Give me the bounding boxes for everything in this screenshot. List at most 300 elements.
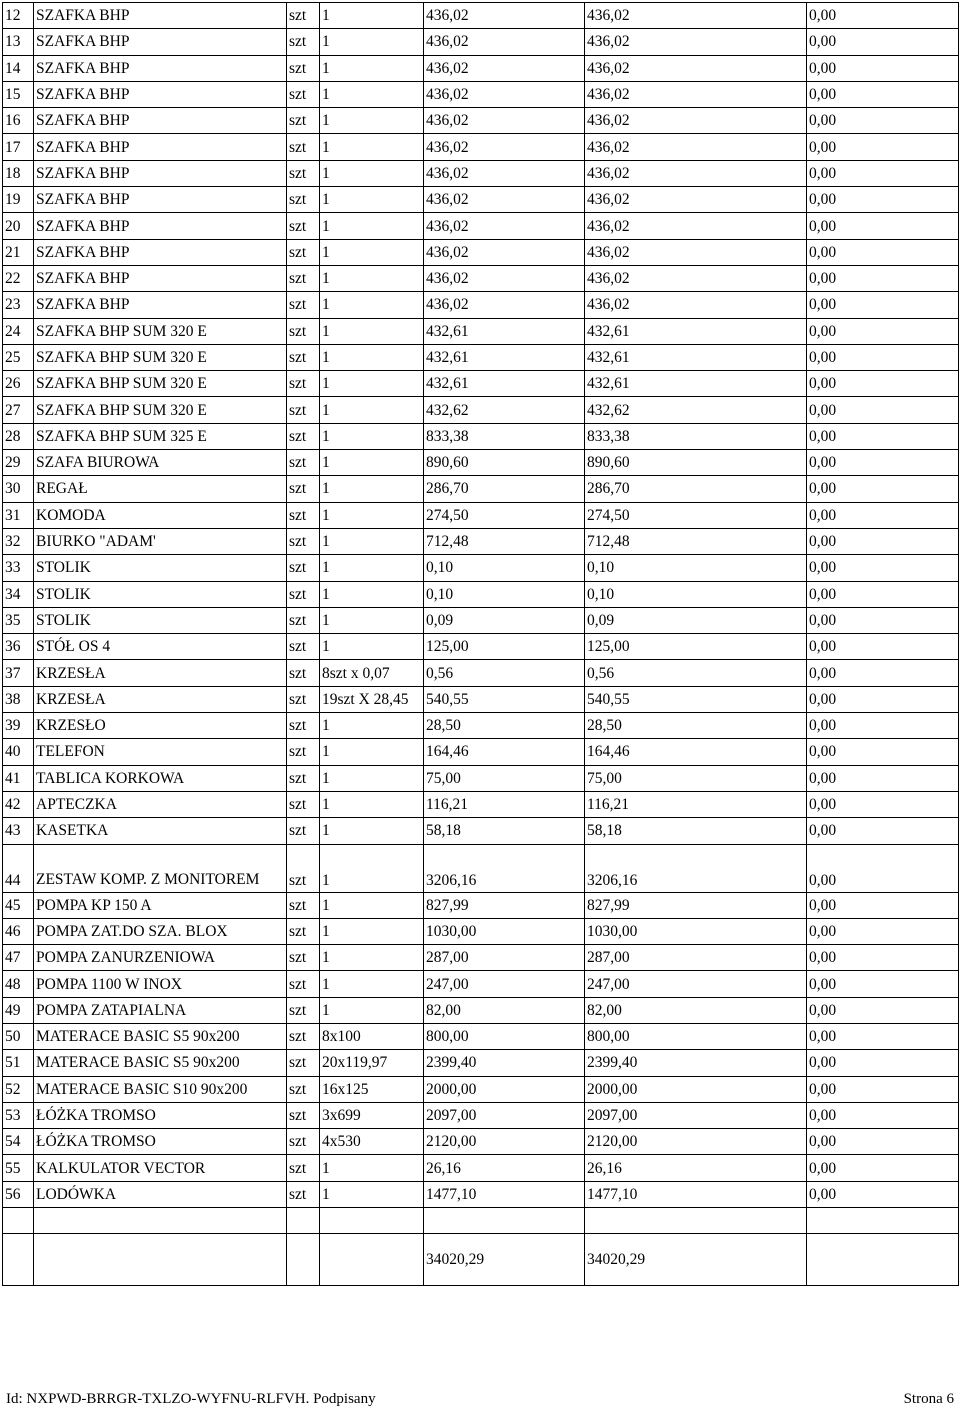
- unit-price-cell: 436,02: [424, 3, 585, 29]
- unit-price-cell: 58,18: [424, 818, 585, 844]
- value-cell: 432,61: [585, 371, 807, 397]
- item-name-cell: SZAFKA BHP: [34, 239, 287, 265]
- row-number-cell: 28: [3, 423, 34, 449]
- unit-price-cell: 0,10: [424, 555, 585, 581]
- quantity-cell: 1: [320, 713, 424, 739]
- item-name-cell: POMPA KP 150 A: [34, 892, 287, 918]
- remaining-value-cell: 0,00: [807, 476, 959, 502]
- quantity-cell: 1: [320, 29, 424, 55]
- quantity-cell: 1: [320, 971, 424, 997]
- unit-cell: szt: [287, 55, 320, 81]
- table-row: [3, 892, 959, 918]
- unit-price-cell: 436,02: [424, 292, 585, 318]
- value-cell: 274,50: [585, 502, 807, 528]
- unit-price-cell: 432,61: [424, 371, 585, 397]
- totals-row: [3, 1234, 959, 1286]
- unit-cell: szt: [287, 634, 320, 660]
- table-row: [3, 765, 959, 791]
- table-row: [3, 818, 959, 844]
- row-number-cell: 53: [3, 1102, 34, 1128]
- item-name-cell: SZAFKA BHP: [34, 187, 287, 213]
- item-name-cell: TABLICA KORKOWA: [34, 765, 287, 791]
- unit-cell: szt: [287, 450, 320, 476]
- remaining-value-cell: 0,00: [807, 607, 959, 633]
- quantity-cell: 1: [320, 292, 424, 318]
- value-cell: 436,02: [585, 108, 807, 134]
- row-number-cell: 31: [3, 502, 34, 528]
- item-name-cell: KRZESŁO: [34, 713, 287, 739]
- value-cell: 540,55: [585, 686, 807, 712]
- value-cell: 116,21: [585, 791, 807, 817]
- row-number-cell: 24: [3, 318, 34, 344]
- unit-price-cell: 28,50: [424, 713, 585, 739]
- value-cell: 432,62: [585, 397, 807, 423]
- row-number-cell: 51: [3, 1050, 34, 1076]
- item-name-cell: STOLIK: [34, 581, 287, 607]
- row-number-cell: 54: [3, 1129, 34, 1155]
- item-name-cell: SZAFKA BHP: [34, 134, 287, 160]
- row-number-cell: 20: [3, 213, 34, 239]
- item-name-cell: ŁÓŻKA TROMSO: [34, 1129, 287, 1155]
- unit-cell: szt: [287, 765, 320, 791]
- remaining-value-cell: 0,00: [807, 292, 959, 318]
- item-name-cell: SZAFKA BHP SUM 320 E: [34, 397, 287, 423]
- value-cell: 436,02: [585, 29, 807, 55]
- unit-price-cell: 247,00: [424, 971, 585, 997]
- value-cell: 436,02: [585, 292, 807, 318]
- remaining-value-cell: 0,00: [807, 918, 959, 944]
- item-name-cell: SZAFKA BHP: [34, 81, 287, 107]
- remaining-value-cell: 0,00: [807, 528, 959, 554]
- quantity-cell: 1: [320, 239, 424, 265]
- value-cell: 800,00: [585, 1023, 807, 1049]
- quantity-cell: 1: [320, 450, 424, 476]
- row-number-cell: 32: [3, 528, 34, 554]
- unit-price-cell: 436,02: [424, 134, 585, 160]
- table-row: [3, 292, 959, 318]
- value-cell: 82,00: [585, 997, 807, 1023]
- remaining-value-cell: 0,00: [807, 3, 959, 29]
- blank-cell: [287, 1208, 320, 1234]
- unit-price-cell: 0,09: [424, 607, 585, 633]
- item-name-cell: ZESTAW KOMP. Z MONITOREM: [34, 844, 287, 892]
- row-number-cell: 44: [3, 844, 34, 892]
- remaining-value-cell: 0,00: [807, 318, 959, 344]
- value-cell: 432,61: [585, 344, 807, 370]
- value-cell: 712,48: [585, 528, 807, 554]
- quantity-cell: 19szt X 28,45: [320, 686, 424, 712]
- unit-price-cell: 287,00: [424, 945, 585, 971]
- row-number-cell: 16: [3, 108, 34, 134]
- table-row: [3, 739, 959, 765]
- row-number-cell: 12: [3, 3, 34, 29]
- value-cell: 890,60: [585, 450, 807, 476]
- value-cell: 827,99: [585, 892, 807, 918]
- quantity-cell: 1: [320, 634, 424, 660]
- item-name-cell: POMPA ZANURZENIOWA: [34, 945, 287, 971]
- blank-cell: [34, 1208, 287, 1234]
- row-number-cell: 41: [3, 765, 34, 791]
- table-row: [3, 918, 959, 944]
- unit-cell: szt: [287, 818, 320, 844]
- row-number-cell: 37: [3, 660, 34, 686]
- row-number-cell: 47: [3, 945, 34, 971]
- table-row: [3, 265, 959, 291]
- value-cell: 436,02: [585, 160, 807, 186]
- item-name-cell: SZAFKA BHP: [34, 213, 287, 239]
- remaining-value-cell: 0,00: [807, 1102, 959, 1128]
- item-name-cell: REGAŁ: [34, 476, 287, 502]
- unit-cell: szt: [287, 160, 320, 186]
- totals-blank-cell: [34, 1234, 287, 1286]
- unit-price-cell: 125,00: [424, 634, 585, 660]
- remaining-value-cell: 0,00: [807, 945, 959, 971]
- remaining-value-cell: 0,00: [807, 1155, 959, 1181]
- remaining-value-cell: 0,00: [807, 971, 959, 997]
- unit-price-cell: 540,55: [424, 686, 585, 712]
- unit-price-cell: 432,62: [424, 397, 585, 423]
- value-cell: 247,00: [585, 971, 807, 997]
- unit-cell: szt: [287, 318, 320, 344]
- remaining-value-cell: 0,00: [807, 265, 959, 291]
- row-number-cell: 46: [3, 918, 34, 944]
- quantity-cell: 1: [320, 528, 424, 554]
- remaining-value-cell: 0,00: [807, 791, 959, 817]
- remaining-value-cell: 0,00: [807, 713, 959, 739]
- table-row: [3, 450, 959, 476]
- quantity-cell: 1: [320, 187, 424, 213]
- table-row: [3, 502, 959, 528]
- remaining-value-cell: 0,00: [807, 1129, 959, 1155]
- totals-blank-cell: [3, 1234, 34, 1286]
- item-name-cell: POMPA 1100 W INOX: [34, 971, 287, 997]
- unit-price-cell: 26,16: [424, 1155, 585, 1181]
- quantity-cell: 1: [320, 918, 424, 944]
- remaining-value-cell: 0,00: [807, 686, 959, 712]
- remaining-value-cell: 0,00: [807, 765, 959, 791]
- item-name-cell: STÓŁ OS 4: [34, 634, 287, 660]
- quantity-cell: 1: [320, 3, 424, 29]
- quantity-cell: 1: [320, 81, 424, 107]
- total-value: 34020,29: [585, 1234, 807, 1286]
- unit-cell: szt: [287, 607, 320, 633]
- value-cell: 2120,00: [585, 1129, 807, 1155]
- row-number-cell: 42: [3, 791, 34, 817]
- table-row: [3, 213, 959, 239]
- table-row: [3, 607, 959, 633]
- row-number-cell: 33: [3, 555, 34, 581]
- table-row: [3, 581, 959, 607]
- table-row: [3, 844, 959, 892]
- remaining-value-cell: 0,00: [807, 997, 959, 1023]
- row-number-cell: 19: [3, 187, 34, 213]
- table-row: [3, 555, 959, 581]
- value-cell: 1477,10: [585, 1181, 807, 1207]
- unit-price-cell: 2399,40: [424, 1050, 585, 1076]
- unit-price-cell: 800,00: [424, 1023, 585, 1049]
- table-row: [3, 945, 959, 971]
- table-row: [3, 160, 959, 186]
- quantity-cell: 1: [320, 265, 424, 291]
- item-name-cell: SZAFKA BHP: [34, 265, 287, 291]
- unit-price-cell: 274,50: [424, 502, 585, 528]
- row-number-cell: 50: [3, 1023, 34, 1049]
- table-row: [3, 239, 959, 265]
- quantity-cell: 1: [320, 476, 424, 502]
- unit-price-cell: 436,02: [424, 108, 585, 134]
- unit-price-cell: 82,00: [424, 997, 585, 1023]
- value-cell: 28,50: [585, 713, 807, 739]
- table-row: [3, 1050, 959, 1076]
- row-number-cell: 39: [3, 713, 34, 739]
- row-number-cell: 49: [3, 997, 34, 1023]
- row-number-cell: 30: [3, 476, 34, 502]
- quantity-cell: 1: [320, 344, 424, 370]
- value-cell: 436,02: [585, 3, 807, 29]
- value-cell: 2000,00: [585, 1076, 807, 1102]
- value-cell: 2399,40: [585, 1050, 807, 1076]
- remaining-value-cell: 0,00: [807, 213, 959, 239]
- unit-cell: szt: [287, 1129, 320, 1155]
- total-price: 34020,29: [424, 1234, 585, 1286]
- value-cell: 58,18: [585, 818, 807, 844]
- table-row: [3, 81, 959, 107]
- table-row: [3, 187, 959, 213]
- quantity-cell: 1: [320, 945, 424, 971]
- item-name-cell: SZAFKA BHP SUM 320 E: [34, 318, 287, 344]
- item-name-cell: BIURKO "ADAM': [34, 528, 287, 554]
- value-cell: 436,02: [585, 239, 807, 265]
- value-cell: 3206,16: [585, 844, 807, 892]
- unit-cell: szt: [287, 713, 320, 739]
- value-cell: 432,61: [585, 318, 807, 344]
- unit-cell: szt: [287, 892, 320, 918]
- unit-cell: szt: [287, 997, 320, 1023]
- table-row: [3, 686, 959, 712]
- value-cell: 1030,00: [585, 918, 807, 944]
- blank-cell: [585, 1208, 807, 1234]
- remaining-value-cell: 0,00: [807, 1181, 959, 1207]
- blank-cell: [807, 1208, 959, 1234]
- remaining-value-cell: 0,00: [807, 581, 959, 607]
- quantity-cell: 1: [320, 397, 424, 423]
- item-name-cell: KRZESŁA: [34, 686, 287, 712]
- row-number-cell: 14: [3, 55, 34, 81]
- quantity-cell: 8szt x 0,07: [320, 660, 424, 686]
- unit-price-cell: 436,02: [424, 81, 585, 107]
- blank-cell: [320, 1208, 424, 1234]
- unit-cell: szt: [287, 791, 320, 817]
- unit-cell: szt: [287, 739, 320, 765]
- quantity-cell: 16x125: [320, 1076, 424, 1102]
- quantity-cell: 1: [320, 160, 424, 186]
- quantity-cell: 1: [320, 581, 424, 607]
- quantity-cell: 1: [320, 997, 424, 1023]
- unit-cell: szt: [287, 660, 320, 686]
- item-name-cell: SZAFKA BHP SUM 325 E: [34, 423, 287, 449]
- remaining-value-cell: 0,00: [807, 344, 959, 370]
- row-number-cell: 45: [3, 892, 34, 918]
- totals-blank-cell: [320, 1234, 424, 1286]
- row-number-cell: 18: [3, 160, 34, 186]
- unit-price-cell: 432,61: [424, 318, 585, 344]
- item-name-cell: SZAFKA BHP: [34, 3, 287, 29]
- unit-price-cell: 436,02: [424, 29, 585, 55]
- unit-price-cell: 833,38: [424, 423, 585, 449]
- unit-price-cell: 0,56: [424, 660, 585, 686]
- row-number-cell: 48: [3, 971, 34, 997]
- document-id: Id: NXPWD-BRRGR-TXLZO-WYFNU-RLFVH. Podpisany: [6, 1391, 376, 1407]
- value-cell: 287,00: [585, 945, 807, 971]
- unit-cell: szt: [287, 292, 320, 318]
- item-name-cell: APTECZKA: [34, 791, 287, 817]
- item-name-cell: SZAFKA BHP SUM 320 E: [34, 371, 287, 397]
- table-row: [3, 1155, 959, 1181]
- unit-price-cell: 3206,16: [424, 844, 585, 892]
- row-number-cell: 21: [3, 239, 34, 265]
- unit-cell: szt: [287, 971, 320, 997]
- table-row: [3, 713, 959, 739]
- row-number-cell: 34: [3, 581, 34, 607]
- unit-cell: szt: [287, 397, 320, 423]
- page-footer: [6, 1391, 954, 1408]
- row-number-cell: 27: [3, 397, 34, 423]
- quantity-cell: 1: [320, 555, 424, 581]
- item-name-cell: SZAFA BIUROWA: [34, 450, 287, 476]
- value-cell: 436,02: [585, 187, 807, 213]
- unit-price-cell: 436,02: [424, 187, 585, 213]
- unit-cell: szt: [287, 239, 320, 265]
- value-cell: 75,00: [585, 765, 807, 791]
- remaining-value-cell: 0,00: [807, 502, 959, 528]
- item-name-cell: ŁÓŻKA TROMSO: [34, 1102, 287, 1128]
- unit-cell: szt: [287, 187, 320, 213]
- remaining-value-cell: 0,00: [807, 81, 959, 107]
- remaining-value-cell: 0,00: [807, 660, 959, 686]
- unit-cell: szt: [287, 1181, 320, 1207]
- remaining-value-cell: 0,00: [807, 187, 959, 213]
- unit-price-cell: 890,60: [424, 450, 585, 476]
- row-number-cell: 17: [3, 134, 34, 160]
- row-number-cell: 55: [3, 1155, 34, 1181]
- item-name-cell: SZAFKA BHP: [34, 292, 287, 318]
- value-cell: 436,02: [585, 134, 807, 160]
- quantity-cell: 1: [320, 108, 424, 134]
- quantity-cell: 3x699: [320, 1102, 424, 1128]
- quantity-cell: 1: [320, 1181, 424, 1207]
- quantity-cell: 1: [320, 371, 424, 397]
- item-name-cell: SZAFKA BHP: [34, 160, 287, 186]
- value-cell: 286,70: [585, 476, 807, 502]
- totals-blank-cell: [287, 1234, 320, 1286]
- value-cell: 125,00: [585, 634, 807, 660]
- blank-cell: [424, 1208, 585, 1234]
- remaining-value-cell: 0,00: [807, 160, 959, 186]
- unit-price-cell: 1477,10: [424, 1181, 585, 1207]
- unit-price-cell: 1030,00: [424, 918, 585, 944]
- table-row: [3, 1102, 959, 1128]
- quantity-cell: 1: [320, 844, 424, 892]
- unit-cell: szt: [287, 423, 320, 449]
- remaining-value-cell: 0,00: [807, 371, 959, 397]
- unit-price-cell: 286,70: [424, 476, 585, 502]
- unit-cell: szt: [287, 134, 320, 160]
- value-cell: 436,02: [585, 265, 807, 291]
- remaining-value-cell: 0,00: [807, 634, 959, 660]
- item-name-cell: SZAFKA BHP SUM 320 E: [34, 344, 287, 370]
- value-cell: 0,10: [585, 581, 807, 607]
- unit-price-cell: 827,99: [424, 892, 585, 918]
- unit-price-cell: 712,48: [424, 528, 585, 554]
- table-row: [3, 971, 959, 997]
- unit-cell: szt: [287, 108, 320, 134]
- table-row: [3, 29, 959, 55]
- row-number-cell: 52: [3, 1076, 34, 1102]
- table-row: [3, 528, 959, 554]
- unit-price-cell: 432,61: [424, 344, 585, 370]
- item-name-cell: TELEFON: [34, 739, 287, 765]
- quantity-cell: 1: [320, 134, 424, 160]
- remaining-value-cell: 0,00: [807, 555, 959, 581]
- unit-cell: szt: [287, 213, 320, 239]
- table-row: [3, 634, 959, 660]
- item-name-cell: KRZESŁA: [34, 660, 287, 686]
- remaining-value-cell: 0,00: [807, 844, 959, 892]
- quantity-cell: 1: [320, 213, 424, 239]
- table-row: [3, 791, 959, 817]
- row-number-cell: 25: [3, 344, 34, 370]
- remaining-value-cell: 0,00: [807, 423, 959, 449]
- page-number: Strona 6: [903, 1391, 954, 1407]
- unit-cell: szt: [287, 3, 320, 29]
- table-row: [3, 134, 959, 160]
- unit-cell: szt: [287, 1050, 320, 1076]
- quantity-cell: 1: [320, 607, 424, 633]
- row-number-cell: 35: [3, 607, 34, 633]
- quantity-cell: 20x119,97: [320, 1050, 424, 1076]
- inventory-table-body: [3, 3, 959, 1286]
- unit-cell: szt: [287, 1023, 320, 1049]
- value-cell: 436,02: [585, 55, 807, 81]
- quantity-cell: 1: [320, 739, 424, 765]
- quantity-cell: 1: [320, 1155, 424, 1181]
- row-number-cell: 29: [3, 450, 34, 476]
- unit-price-cell: 436,02: [424, 213, 585, 239]
- remaining-value-cell: 0,00: [807, 108, 959, 134]
- remaining-value-cell: 0,00: [807, 818, 959, 844]
- table-row: [3, 371, 959, 397]
- table-row: [3, 476, 959, 502]
- quantity-cell: 1: [320, 765, 424, 791]
- table-row: [3, 397, 959, 423]
- unit-cell: szt: [287, 265, 320, 291]
- totals-blank-cell: [807, 1234, 959, 1286]
- item-name-cell: KALKULATOR VECTOR: [34, 1155, 287, 1181]
- row-number-cell: 13: [3, 29, 34, 55]
- unit-price-cell: 436,02: [424, 239, 585, 265]
- quantity-cell: 8x100: [320, 1023, 424, 1049]
- row-number-cell: 26: [3, 371, 34, 397]
- item-name-cell: MATERACE BASIC S5 90x200: [34, 1050, 287, 1076]
- quantity-cell: 1: [320, 892, 424, 918]
- unit-cell: szt: [287, 1155, 320, 1181]
- unit-cell: szt: [287, 344, 320, 370]
- table-row: [3, 1076, 959, 1102]
- unit-cell: szt: [287, 1102, 320, 1128]
- value-cell: 833,38: [585, 423, 807, 449]
- value-cell: 436,02: [585, 213, 807, 239]
- table-row: [3, 1129, 959, 1155]
